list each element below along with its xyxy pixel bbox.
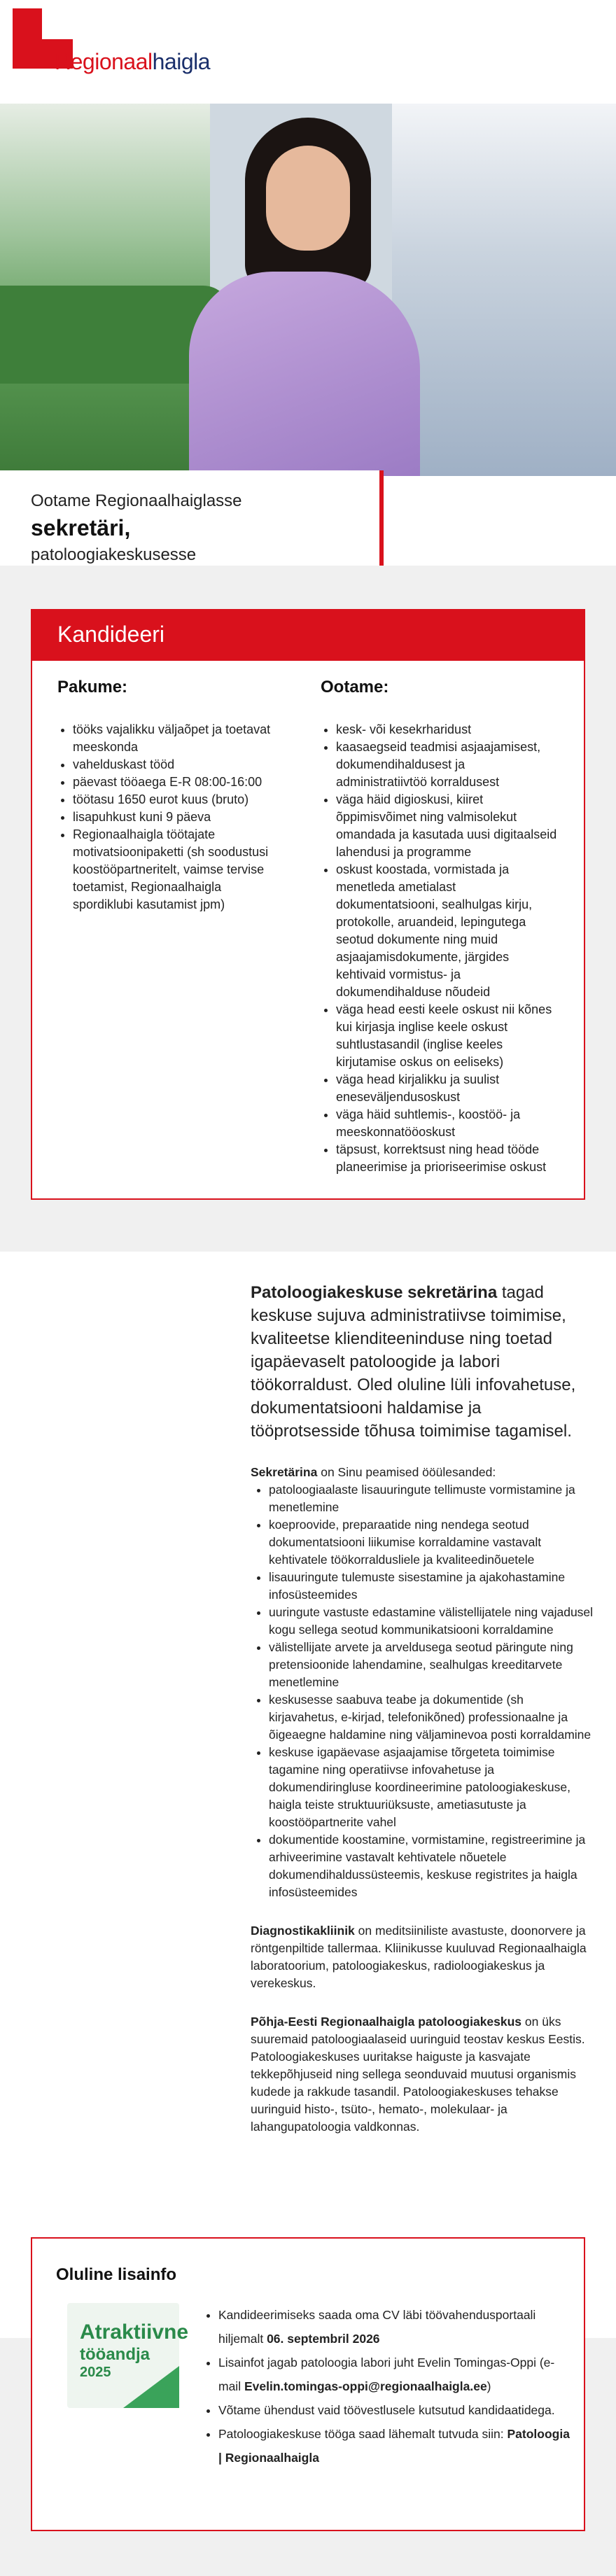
list-item: • dokumentide koostamine, vormistamine, registreerimine ja arhiveerimine vastavalt kehtivatele nõuetele dokumendihaldussüsteemis, keskuse registrites ja haigla infosüsteemides bbox=[269, 1831, 594, 1901]
logo bbox=[55, 49, 210, 75]
contact-email[interactable]: Evelin.tomingas-oppi@regionaalhaigla.ee bbox=[244, 2379, 487, 2393]
list-item: • koeproovide, preparaatide ning nendega seotud dokumentatsiooni liikumise korraldamine vastavalt kehtivatele töökorraldusliele ja kvaliteedinõuetele bbox=[269, 1516, 594, 1569]
attractive-employer-badge bbox=[67, 2303, 189, 2408]
clinic-bold: Diagnostikakliinik bbox=[251, 1924, 355, 1938]
contact-tail: ) bbox=[486, 2379, 491, 2393]
list-item: • lisapuhkust kuni 9 päeva bbox=[73, 808, 281, 826]
list-item: • väga häid suhtlemis-, koostöö- ja meeskonnatööoskust bbox=[336, 1106, 559, 1141]
apply-card bbox=[31, 609, 585, 1200]
list-item: • Võtame ühendust vaid töövestlusele kutsutud kandidaatidega. bbox=[218, 2398, 573, 2422]
offer-column bbox=[57, 678, 281, 913]
duties-list bbox=[251, 1481, 594, 1901]
list-item: • patoloogiaalaste lisauuringute tellimuste vormistamine ja menetlemine bbox=[269, 1481, 594, 1516]
center-paragraph bbox=[251, 2013, 594, 2136]
hero-title bbox=[0, 470, 384, 566]
lead-bold: Patoloogiakeskuse sekretärina bbox=[251, 1283, 498, 1302]
list-item: • keskusesse saabuva teabe ja dokumentide (sh kirjavahetus, e-kirjad, telefonikõned) professionaalne ja õigeaegne haldamine ning väljaminevoa posti korraldamine bbox=[269, 1691, 594, 1744]
offer-list bbox=[57, 721, 281, 913]
list-item bbox=[218, 2351, 573, 2398]
list-item: • väga häid digioskusi, kiiret õppimisvõimet ning valmisolekut omandada ja kasutada uusi digitaalseid lahendusi ja programme bbox=[336, 791, 559, 861]
duties-bold: Sekretärina bbox=[251, 1465, 318, 1479]
list-item: • päevast tööaega E-R 08:00-16:00 bbox=[73, 774, 281, 791]
clinic-text: on meditsiiniliste avastuste, doonorvere ja röntgenpiltide tallermaa. Kliinikusse kuuluvad Regionaalhaigla laboratoorium, patoloogiakeskus, radioloogiakeskus ja verekeskus. bbox=[251, 1924, 587, 1990]
hero-image bbox=[0, 104, 616, 476]
list-item: • täpsust, korrektsust ning head tööde planeerimise ja prioriseerimise oskust bbox=[336, 1141, 559, 1176]
more-info-text: Patoloogiakeskuse tööga saad lähemalt tutvuda siin: bbox=[218, 2427, 507, 2441]
badge-line1: Atraktiivne bbox=[80, 2320, 189, 2344]
center-bold: Põhja-Eesti Regionaalhaigla patoloogiakeskus bbox=[251, 2015, 522, 2029]
header bbox=[0, 0, 616, 104]
deadline-date: 06. septembril 2026 bbox=[267, 2332, 380, 2346]
list-item: • lisauuringute tulemuste sisestamine ja ajakohastamine infosüsteemides bbox=[269, 1569, 594, 1604]
hero-line1: Ootame Regionaalhaiglasse bbox=[31, 491, 242, 510]
extra-info-card bbox=[31, 2237, 585, 2531]
list-item: • keskuse igapäevase asjaajamise tõrgeteta toimimise tagamine ning operatiivse infovahetuse ja dokumendiringluse koordineerimine patoloogiakeskuse, haigla teiste struktuuriüksuste, ametiasutuste ja koostööpartnerite vahel bbox=[269, 1744, 594, 1831]
expect-list bbox=[321, 721, 559, 1176]
list-item: • oskust koostada, vormistada ja menetleda ametialast dokumentatsiooni, sealhulgas kirju, protokolle, aruandeid, lepingutega seotud dokumente ning muid asjaajamisdokumente, järgides kehtivaid vormistus- ja dokumendihalduse nõudeid bbox=[336, 861, 559, 1001]
list-item bbox=[218, 2422, 573, 2470]
pathology-link[interactable]: Patoloogia | Regionaalhaigla bbox=[218, 2427, 570, 2465]
lead-paragraph bbox=[251, 1281, 594, 1443]
deadline-text: Kandideerimiseks saada oma CV läbi töövahendusportaali hiljemalt bbox=[218, 2308, 536, 2346]
list-item: • väga head kirjalikku ja suulist eneseväljendusoskust bbox=[336, 1071, 559, 1106]
list-item: • väga head eesti keele oskust nii kõnes kui kirjasja inglise keele oskust suhtlustasandil (inglise keeles kirjutamise oskus on eeliseks) bbox=[336, 1001, 559, 1071]
expect-title: Ootame: bbox=[321, 678, 389, 696]
list-item: • tööks vajalikku väljaõpet ja toetavat meeskonda bbox=[73, 721, 281, 756]
contact-text: Lisainfot jagab patoloogia labori juht Evelin Tomingas-Oppi (e-mail bbox=[218, 2356, 555, 2393]
hero-line2: sekretäri, bbox=[31, 515, 131, 540]
list-item: • kaasaegseid teadmisi asjaajamisest, dokumendihaldusest ja administratiivtöö korraldusest bbox=[336, 738, 559, 791]
center-text: on üks suuremaid patoloogiaalaseid uuringuid teostav keskus Eestis. Patoloogiakeskuses uuritakse haiguste ja kasvajate tekkepõhjuseid ning sellega seonduvaid muutusi organismis kudede ja rakkude tasandil. Patoloogiakeskuses tehakse uuringuid histo-, tsüto-, hemato-, molekulaar- ja lahangupatoloogia valdkonnas. bbox=[251, 2015, 585, 2134]
list-item: • vahelduskast tööd bbox=[73, 756, 281, 774]
extra-list bbox=[202, 2303, 573, 2470]
expect-column bbox=[321, 678, 559, 1176]
offer-title: Pakume: bbox=[57, 678, 128, 696]
badge-line3: 2025 bbox=[80, 2365, 111, 2380]
list-item bbox=[218, 2303, 573, 2351]
list-item: • Regionaalhaigla töötajate motivatsioonipaketti (sh soodustusi koostööpartneritelt, vaimse tervise toetamist, Regionaalhaigla spordiklubi kasutamist jpm) bbox=[73, 826, 281, 913]
list-item: • töötasu 1650 eurot kuus (bruto) bbox=[73, 791, 281, 808]
job-description bbox=[251, 1281, 594, 2136]
list-item: • kesk- või kesekrharidust bbox=[336, 721, 559, 738]
extra-title: Oluline lisainfo bbox=[56, 2265, 177, 2284]
logo-part1: Regionaal bbox=[55, 49, 153, 74]
hero-line3: patoloogiakeskusesse bbox=[31, 545, 197, 564]
clinic-paragraph bbox=[251, 1922, 594, 1992]
list-item: • uuringute vastuste edastamine välistellijatele ning vajadusel kogu sellega seotud kommunikatsiooni korraldamine bbox=[269, 1604, 594, 1639]
lead-text: tagad keskuse sujuva administratiivse toimimise, kvaliteetse klienditeeninduse ning toetad igapäevaselt patoloogide ja labori töökorraldust. Oled oluline lüli infovahetuse, dokumentatsiooni haldamise ja tööprotsesside tõhusa toimimise tagamisel. bbox=[251, 1283, 576, 1441]
duties-text: on Sinu peamised ööülesanded: bbox=[317, 1465, 496, 1479]
logo-part2: haigla bbox=[152, 49, 211, 74]
badge-line2: tööandja bbox=[80, 2345, 150, 2364]
duties-intro bbox=[251, 1464, 594, 1481]
list-item: • välistellijate arvete ja arveldusega seotud päringute ning pretensioonide lahendamine, sealhulgas kreeditarvete menetlemine bbox=[269, 1639, 594, 1691]
apply-button[interactable]: Kandideeri bbox=[32, 610, 584, 661]
